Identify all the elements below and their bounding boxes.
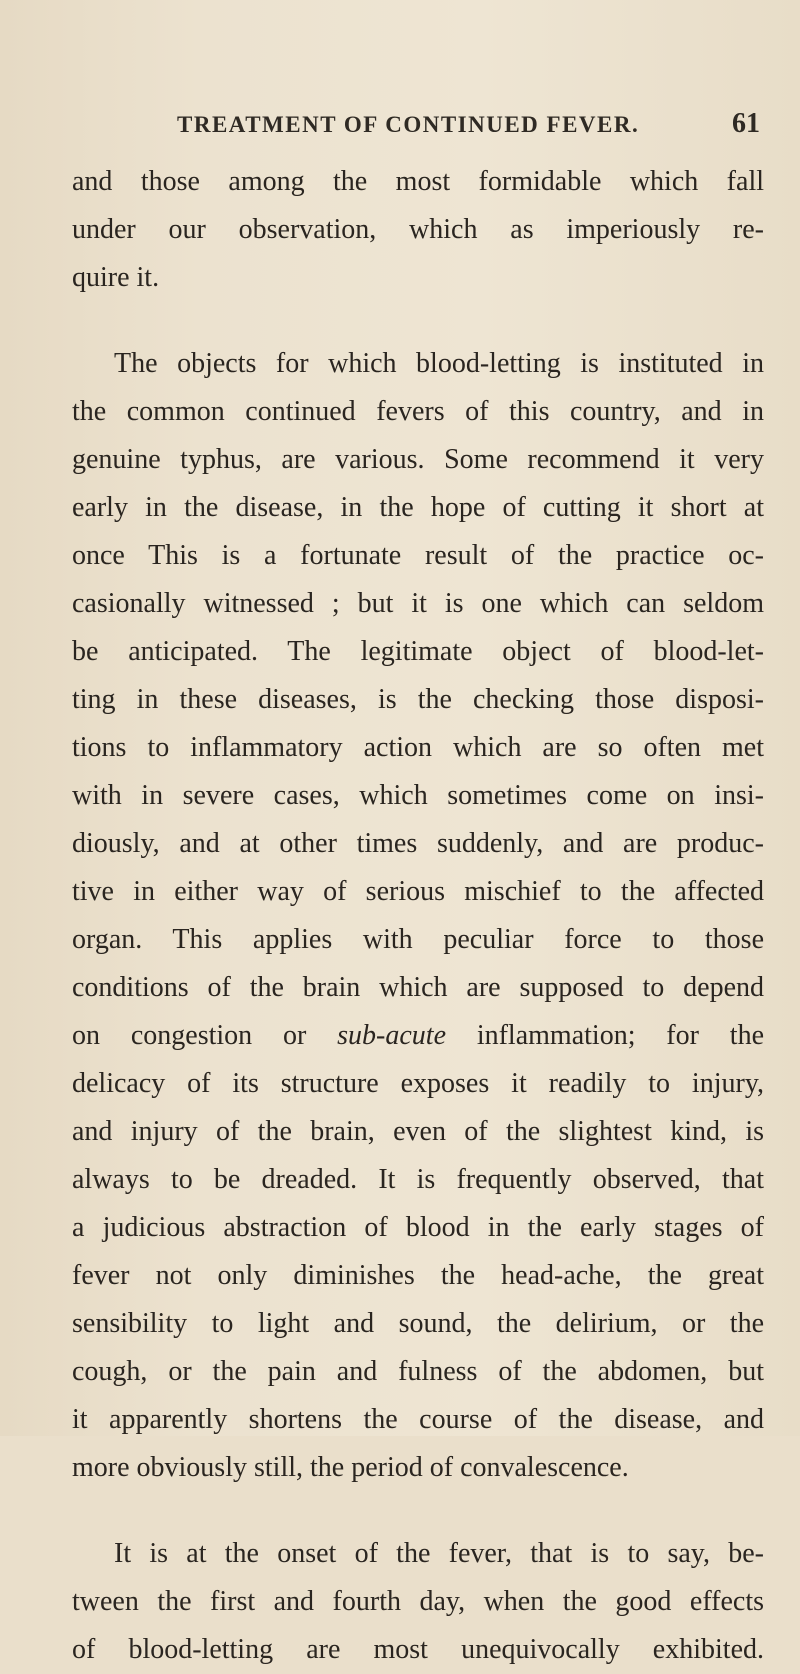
- text-line: be anticipated. The legitimate object of blood-let-: [72, 636, 764, 667]
- body-text: [72, 158, 764, 1674]
- text-line: early in the disease, in the hope of cutting it short at: [72, 492, 764, 523]
- text-line: delicacy of its structure exposes it readily to injury,: [72, 1068, 764, 1099]
- text-line: It is at the onset of the fever, that is to say, be-: [114, 1538, 764, 1569]
- italic-term: sub-acute: [337, 1020, 446, 1051]
- text-line: with in severe cases, which sometimes come on insi-: [72, 780, 764, 811]
- text-line: always to be dreaded. It is frequently observed, that: [72, 1164, 764, 1195]
- text-line: cough, or the pain and fulness of the abdomen, but: [72, 1356, 764, 1387]
- paragraph-break: [72, 1492, 764, 1530]
- text-line: organ. This applies with peculiar force to those: [72, 924, 764, 955]
- text-line: ting in these diseases, is the checking those disposi-: [72, 684, 764, 715]
- text-line-with-italic: [72, 1012, 764, 1060]
- paragraph-break: [72, 302, 764, 340]
- page-number: 61: [732, 108, 760, 139]
- text-line: once This is a fortunate result of the practice oc-: [72, 540, 764, 571]
- text-line: it apparently shortens the course of the disease, and: [72, 1404, 764, 1435]
- running-title: TREATMENT OF CONTINUED FEVER.: [177, 112, 640, 137]
- text-line: genuine typhus, are various. Some recommend it very: [72, 444, 764, 475]
- text-line: The objects for which blood-letting is instituted in: [114, 348, 764, 379]
- text-line: sensibility to light and sound, the delirium, or the: [72, 1308, 764, 1339]
- text-line: quire it.: [72, 262, 160, 293]
- text-line: tions to inflammatory action which are so often met: [72, 732, 764, 763]
- text-line: tween the first and fourth day, when the good effects: [72, 1586, 764, 1617]
- text-line: the common continued fevers of this country, and in: [72, 396, 764, 427]
- text-line: tive in either way of serious mischief to the affected: [72, 876, 764, 907]
- running-head: [40, 108, 760, 148]
- text-line: casionally witnessed ; but it is one which can seldom: [72, 588, 764, 619]
- text-line: diously, and at other times suddenly, and are produc-: [72, 828, 764, 859]
- text-line: fever not only diminishes the head-ache, the great: [72, 1260, 764, 1291]
- text-line: of blood-letting are most unequivocally exhibited.: [72, 1634, 764, 1665]
- text-line: and injury of the brain, even of the slightest kind, is: [72, 1116, 764, 1147]
- text-line: under our observation, which as imperiously re-: [72, 214, 764, 245]
- text-segment: inflammation; for the: [446, 1020, 764, 1051]
- text-line: conditions of the brain which are supposed to depend: [72, 972, 764, 1003]
- text-line: and those among the most formidable which fall: [72, 166, 764, 197]
- text-line: more obviously still, the period of convalescence.: [72, 1452, 629, 1483]
- text-line: a judicious abstraction of blood in the early stages of: [72, 1212, 764, 1243]
- text-segment: on congestion or: [72, 1020, 338, 1051]
